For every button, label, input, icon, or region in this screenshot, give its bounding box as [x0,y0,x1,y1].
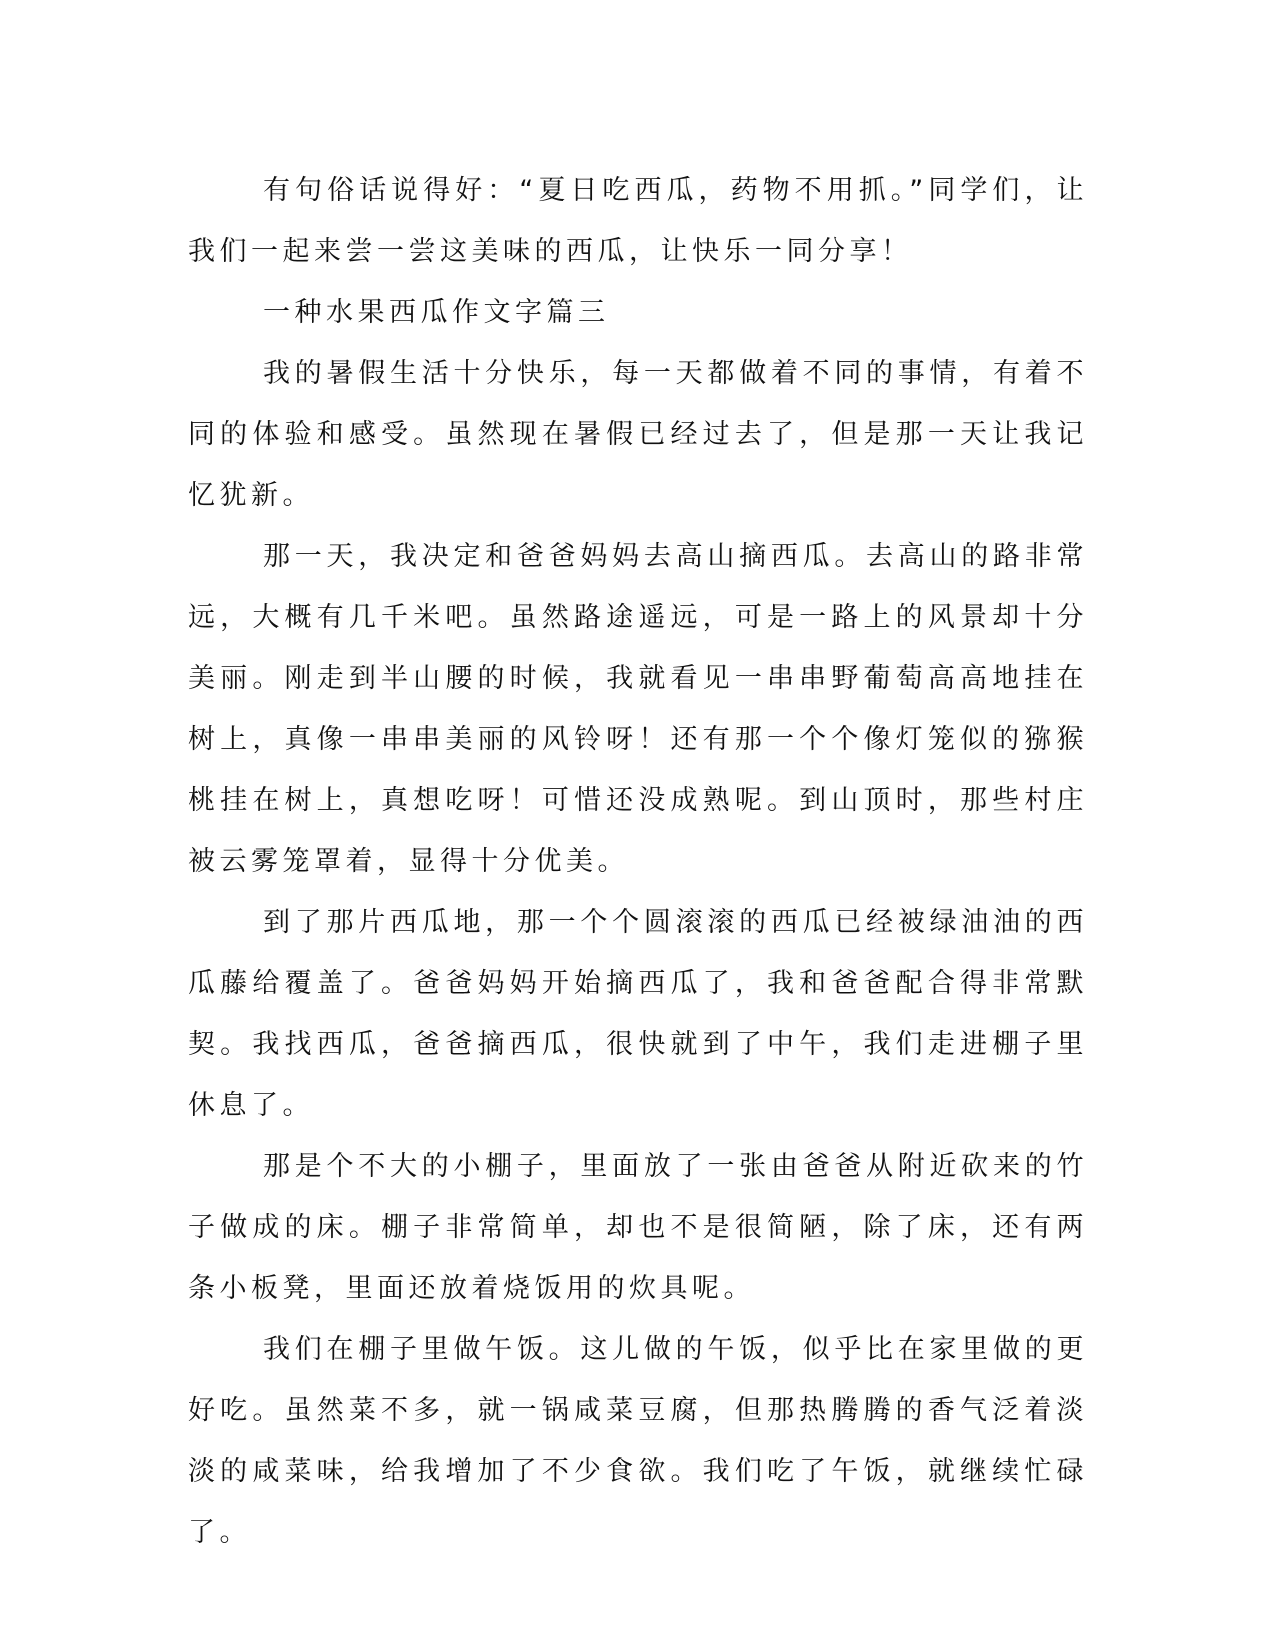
paragraph-shed: 那是个不大的小棚子，里面放了一张由爸爸从附近砍来的竹子做成的床。棚子非常简单，却也不是很简陋，除了床，还有两条小板凳，里面还放着烧饭用的炊具呢。 [188,1151,1088,1304]
paragraph-summer: 我的暑假生活十分快乐，每一天都做着不同的事情，有着不同的体验和感受。虽然现在暑假已经过去了，但是那一天让我记忆犹新。 [188,358,1088,511]
document-body [188,160,1088,1563]
paragraph-lunch: 我们在棚子里做午饭。这儿做的午饭，似乎比在家里做的更好吃。虽然菜不多，就一锅咸菜豆腐，但那热腾腾的香气泛着淡淡的咸菜味，给我增加了不少食欲。我们吃了午饭，就继续忙碌了。 [188,1334,1088,1548]
paragraph-intro: 有句俗话说得好：“夏日吃西瓜，药物不用抓。”同学们，让我们一起来尝一尝这美味的西瓜，让快乐一同分享！ [188,175,1088,267]
section-heading: 一种水果西瓜作文字篇三 [263,297,610,328]
paragraph-field: 到了那片西瓜地，那一个个圆滚滚的西瓜已经被绿油油的西瓜藤给覆盖了。爸爸妈妈开始摘西瓜了，我和爸爸配合得非常默契。我找西瓜，爸爸摘西瓜，很快就到了中午，我们走进棚子里休息了。 [188,907,1088,1121]
paragraph-mountain: 那一天，我决定和爸爸妈妈去高山摘西瓜。去高山的路非常远，大概有几千米吧。虽然路途遥远，可是一路上的风景却十分美丽。刚走到半山腰的时候，我就看见一串串野葡萄高高地挂在树上，真像一串串美丽的风铃呀！还有那一个个像灯笼似的猕猴桃挂在树上，真想吃呀！可惜还没成熟呢。到山顶时，那些村庄被云雾笼罩着，显得十分优美。 [188,541,1088,877]
